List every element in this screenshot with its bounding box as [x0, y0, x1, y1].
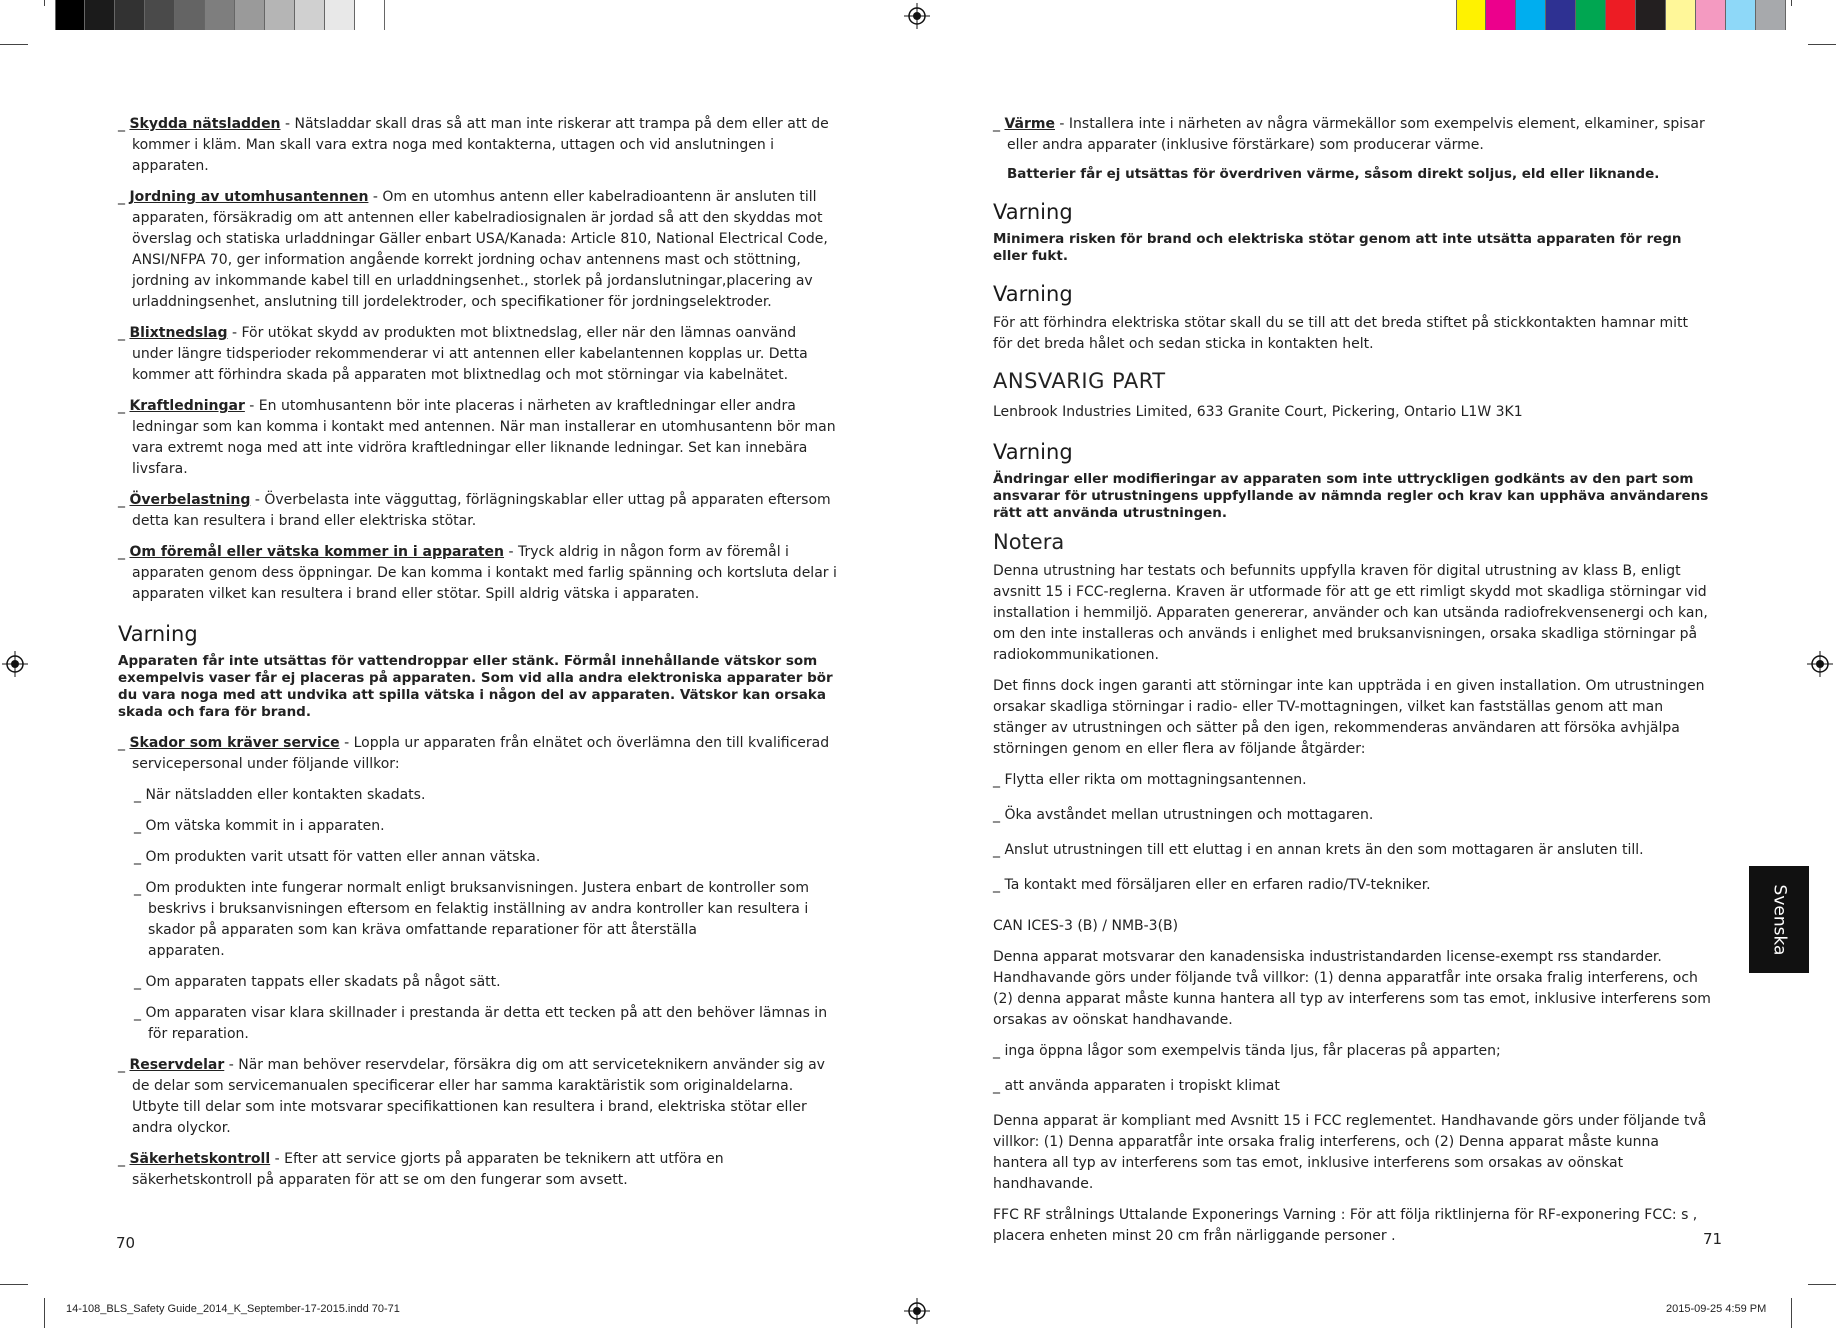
color-swatch [355, 0, 385, 30]
measure-item-text: Anslut utrustningen till ett eluttag i en annan krets än den som mottagaren är ansluten till. [1004, 842, 1644, 858]
color-swatch [55, 0, 85, 30]
grayscale-color-bar [55, 0, 385, 30]
color-swatch [1756, 0, 1786, 30]
heat-text: - Installera inte i närheten av några värmekällor som exempelvis element, elkaminer, spisar eller andra apparater (inklusive förstärkare) som producerar värme. [1007, 116, 1705, 153]
safety-term: Säkerhetskontroll [129, 1151, 271, 1167]
safety-item: _ Reservdelar - När man behöver reservdelar, försäkra dig om att serviceteknikern använder sig av de delar som servicemanualen specificerar eller har samma karaktäristik som originaldelarna. Utbyte till delar som inte motsvarar specifikattionen kan resultera i brand, elektriska stötar eller andra olyckor. [118, 1057, 825, 1136]
heat-term: Värme [1004, 116, 1055, 132]
service-condition-tail: apparaten. [148, 943, 225, 959]
warning-heading: Varning [118, 622, 198, 646]
safety-term: Blixtnedslag [129, 325, 228, 341]
service-condition: _ Om vätska kommit in i apparaten. [134, 818, 385, 834]
registration-mark-icon [904, 1298, 930, 1324]
note-heading: Notera [993, 530, 1065, 554]
fcc15-text: Denna apparat är kompliant med Avsnitt 15 i FCC reglementet. Handhavande görs under följande två villkor: (1) Denna apparatfår inte orsaka fralig interferens, och (2) Denna apparat måste kunna hantera all typ av interferens som tas emot, inklusive interferens som orsakas av oönskat handhavande. [993, 1113, 1707, 1192]
warning2-heading: Varning [993, 282, 1073, 306]
outro-safety-list [118, 1055, 840, 1191]
process-color-bar [1456, 0, 1786, 30]
service-condition: _ När nätsladden eller kontakten skadats. [134, 787, 426, 803]
crop-mark [0, 1284, 28, 1285]
responsible-party-heading: ANSVARIG PART [993, 369, 1166, 393]
note-paragraph-1: Denna utrustning har testats och befunnits uppfylla kraven för digital utrustning av klass B, enligt avsnitt 15 i FCC-reglerna. Kraven är utformade för att ge ett rimligt skydd mot skadliga störningar vid installation i hemmiljö. Apparaten genererar, använder och kan utsända radiofrekvensenergi och kan, om den inte installeras och används i enlighet med bruksanvisningen, orsaka skadliga störningar på radiokommunikationen. [993, 563, 1708, 663]
safety-item: _ Skydda nätsladden - Nätsladdar skall dras så att man inte riskerar att trampa på dem eller att de kommer i kläm. Man skall vara extra noga med kontakterna, uttagen och vid anslutningen i apparaten. [118, 116, 829, 174]
intro-safety-list [118, 114, 840, 605]
service-condition-text: Om apparaten visar klara skillnader i prestanda är detta ett tecken på att den behöver lämnas in för reparation. [145, 1005, 828, 1042]
crop-mark [44, 0, 45, 6]
canada-conditions-list [993, 1041, 1711, 1097]
responsible-party-text: Lenbrook Industries Limited, 633 Granite Court, Pickering, Ontario L1W 3K1 [993, 404, 1523, 420]
measure-item: _ Flytta eller rikta om mottagningsantennen. [993, 772, 1307, 788]
safety-term: Kraftledningar [129, 398, 245, 414]
registration-mark-icon [904, 3, 930, 29]
language-tab-label: Svenska [1769, 884, 1789, 955]
warning1-heading: Varning [993, 200, 1073, 224]
safety-text: - När man behöver reservdelar, försäkra dig om att serviceteknikern använder sig av de delar som servicemanualen specificerar eller har samma karaktäristik som originaldelarna. Utbyte till delar som inte motsvarar specifikattionen kan resultera i brand, elektriska stötar eller andra olyckor. [132, 1057, 825, 1136]
crop-mark [0, 44, 28, 45]
service-conditions-list [118, 785, 840, 1045]
page-number-right: 71 [1703, 1230, 1723, 1248]
rf-exposure-text: FFC RF strålnings Uttalande Exponerings Varning : För att följa riktlinjerna för RF-exponering FCC: s , placera enheten minst 20 cm från närliggande personer . [993, 1207, 1698, 1244]
service-condition: _ Om apparaten tappats eller skadats på något sätt. [134, 974, 501, 990]
color-swatch [1606, 0, 1636, 30]
crop-mark [1808, 1284, 1836, 1285]
measures-list [993, 770, 1711, 896]
warning3-text: Ändringar eller modifieringar av apparaten som inte uttryckligen godkänts av den part som ansvarar för utrustningens uppfyllande av nämnda regler och krav kan upphäva användarens rätt att använda utrustningen. [993, 471, 1709, 521]
registration-mark-icon [1807, 651, 1833, 677]
canada-item-text: inga öppna lågor som exempelvis tända ljus, får placeras på apparten; [1004, 1043, 1501, 1059]
color-swatch [1696, 0, 1726, 30]
color-swatch [295, 0, 325, 30]
safety-term: Jordning av utomhusantennen [129, 189, 369, 205]
safety-term: Överbelastning [129, 492, 251, 508]
service-condition-text: Om produkten inte fungerar normalt enligt bruksanvisningen. Justera enbart de kontroller som beskrivs i bruksanvisningen eftersom en felaktig inställning av andra kontroller kan resultera i skador på apparaten som kan kräva omfattande reparationer för att återställa [145, 880, 810, 938]
color-swatch [265, 0, 295, 30]
measure-item: _ Ta kontakt med försäljaren eller en erfaren radio/TV-tekniker. [993, 877, 1431, 893]
color-swatch [1576, 0, 1606, 30]
color-swatch [145, 0, 175, 30]
measure-item: _ Öka avståndet mellan utrustningen och mottagaren. [993, 807, 1374, 823]
batteries-text: Batterier får ej utsättas för överdriven värme, såsom direkt soljus, eld eller liknande. [1007, 166, 1660, 182]
safety-item: _ Säkerhetskontroll - Efter att service gjorts på apparaten be teknikern att utföra en säkerhetskontroll på apparaten för att se om den fungerar som avsett. [118, 1151, 724, 1188]
color-swatch [1666, 0, 1696, 30]
safety-item: _ Om föremål eller vätska kommer in i apparaten - Tryck aldrig in någon form av föremål i apparaten genom dess öppningar. De kan komma i kontakt med farlig spänning och kortsluta delar i apparaten vilket kan resultera i brand eller stötar. Spill aldrig vätska i apparaten. [118, 544, 837, 602]
measure-item-text: Öka avståndet mellan utrustningen och mottagaren. [1004, 807, 1374, 823]
safety-text: - Överbelasta inte vägguttag, förlägningskablar eller uttag på apparaten eftersom detta kan resultera i brand eller elektriska stötar. [132, 492, 831, 529]
crop-mark [1791, 1298, 1792, 1328]
safety-term: Om föremål eller vätska kommer in i apparaten [129, 544, 504, 560]
color-swatch [235, 0, 265, 30]
safety-text: - Efter att service gjorts på apparaten be teknikern att utföra en säkerhetskontroll på apparaten för att se om den fungerar som avsett. [132, 1151, 724, 1188]
safety-text: - Nätsladdar skall dras så att man inte riskerar att trampa på dem eller att de kommer i kläm. Man skall vara extra noga med kontakterna, uttagen och vid anslutningen i apparaten. [132, 116, 829, 174]
color-swatch [325, 0, 355, 30]
safety-text: - En utomhusantenn bör inte placeras i närheten av kraftledningar eller andra ledningar som kan komma i kontakt med antennen. När man installerar en utomhusantenn bör man vara extremt noga med att inte vidröra kraftledningar eller liknande ledningar. Set kan innebära livsfara. [132, 398, 836, 477]
safety-item: _ Överbelastning - Överbelasta inte vägguttag, förlägningskablar eller uttag på apparaten eftersom detta kan resultera i brand eller elektriska stötar. [118, 492, 831, 529]
service-condition-text: Om produkten varit utsatt för vatten eller annan vätska. [145, 849, 541, 865]
service-condition: _ Om produkten inte fungerar normalt enligt bruksanvisningen. Justera enbart de kontroller som beskrivs i bruksanvisningen eftersom en felaktig inställning av andra kontroller kan resultera i skador på apparaten som kan kräva omfattande reparationer för att återställa apparaten. [134, 880, 810, 959]
left-page-column [118, 114, 840, 1201]
canada-item-text: att använda apparaten i tropiskt klimat [1004, 1078, 1280, 1094]
service-condition-text: När nätsladden eller kontakten skadats. [145, 787, 426, 803]
registration-mark-icon [2, 651, 28, 677]
service-term: Skador som kräver service [129, 735, 340, 751]
heat-item: _ Värme - Installera inte i närheten av några värmekällor som exempelvis element, elkaminer, spisar eller andra apparater (inklusive förstärkare) som producerar värme. [993, 116, 1705, 153]
safety-text: - För utökat skydd av produkten mot blixtnedslag, eller när den lämnas oanvänd under längre tidsperioder rekommenderar vi att antennen eller kabelantennen kopplas ur. Detta kommer att förhindra skada på apparaten mot blixtnedlag och mot störningar via kabelnätet. [132, 325, 808, 383]
color-swatch [1726, 0, 1756, 30]
color-swatch [1546, 0, 1576, 30]
warning-text: Apparaten får inte utsättas för vattendroppar eller stänk. Förmål innehållande vätskor som exempelvis vaser får ej placeras på apparaten. Som vid alla andra elektroniska apparater bör du vara noga med att undvika att spilla vätska i någon del av apparaten. Vätskor kan orsaka skada och fara för brand. [118, 653, 833, 720]
color-swatch [1636, 0, 1666, 30]
service-condition: _ Om apparaten visar klara skillnader i prestanda är detta ett tecken på att den behöver lämnas in för reparation. [134, 1005, 828, 1042]
can-ices-label: CAN ICES-3 (B) / NMB-3(B) [993, 918, 1179, 934]
warning2-text: För att förhindra elektriska stötar skall du se till att det breda stiftet på stickkontakten hamnar mitt för det breda hålet och sedan sticka in kontakten helt. [993, 315, 1688, 352]
color-swatch [1456, 0, 1486, 30]
canada-item: _ inga öppna lågor som exempelvis tända ljus, får placeras på apparten; [993, 1043, 1501, 1059]
crop-mark [1791, 0, 1792, 6]
measure-item-text: Ta kontakt med försäljaren eller en erfaren radio/TV-tekniker. [1004, 877, 1431, 893]
safety-term: Reservdelar [129, 1057, 225, 1073]
service-condition: _ Om produkten varit utsatt för vatten eller annan vätska. [134, 849, 541, 865]
canada-item: _ att använda apparaten i tropiskt klimat [993, 1078, 1280, 1094]
right-page-column [993, 114, 1711, 1257]
service-condition-text: Om apparaten tappats eller skadats på något sätt. [145, 974, 501, 990]
service-text: - Loppla ur apparaten från elnätet och överlämna den till kvalificerad servicepersonal under följande villkor: [132, 735, 830, 772]
page-number-left: 70 [116, 1234, 136, 1252]
safety-term: Skydda nätsladden [129, 116, 281, 132]
note-paragraph-2: Det finns dock ingen garanti att störningar inte kan uppträda i en given installation. Om utrustningen orsakar skadliga störningar i radio- eller TV-mottagningen, vilket kan fastställas genom att man stänger av utrustningen och sätter på den igen, rekommenderas användaren att försöka avhjälpa störningen genom en eller flera av följande åtgärder: [993, 678, 1705, 757]
warning3-heading: Varning [993, 440, 1073, 464]
language-side-tab [1749, 866, 1809, 973]
measure-item-text: Flytta eller rikta om mottagningsantennen. [1004, 772, 1307, 788]
color-swatch [175, 0, 205, 30]
safety-text: - Tryck aldrig in någon form av föremål i apparaten genom dess öppningar. De kan komma i kontakt med farlig spänning och kortsluta delar i apparaten vilket kan resultera i brand eller stötar. Spill aldrig vätska i apparaten. [132, 544, 837, 602]
crop-mark [44, 1298, 45, 1328]
safety-item: _ Kraftledningar - En utomhusantenn bör inte placeras i närheten av kraftledningar eller andra ledningar som kan komma i kontakt med antennen. När man installerar en utomhusantenn bör man vara extremt noga med att inte vidröra kraftledningar eller liknande ledningar. Set kan innebära livsfara. [118, 398, 836, 477]
color-swatch [1516, 0, 1546, 30]
safety-item: _ Blixtnedslag - För utökat skydd av produkten mot blixtnedslag, eller när den lämnas oanvänd under längre tidsperioder rekommenderar vi att antennen eller kabelantennen kopplas ur. Detta kommer att förhindra skada på apparaten mot blixtnedlag och mot störningar via kabelnätet. [118, 325, 808, 383]
safety-text: - Om en utomhus antenn eller kabelradioantenn är ansluten till apparaten, försäkradig om att antennen eller kabelradiosignalen är jordad så att den skyddas mot överslag och statiska urladdningar Gäller enbart USA/Kanada: Article 810, National Electrical Code, ANSI/NFPA 70, ger information angående korrekt jordning ochav antennens mast och stöttning, jordning av inkommande kabel till en urladdningsenhet., storlek på jordanslutningar,placering av urladdningsenhet, anslutning till jordelektroder, och specifikationer för jordningselektroder. [132, 189, 828, 310]
color-swatch [205, 0, 235, 30]
service-item: _ Skador som kräver service - Loppla ur apparaten från elnätet och överlämna den till kvalificerad servicepersonal under följande villkor: [118, 735, 830, 772]
slug-filename: 14-108_BLS_Safety Guide_2014_K_September-17-2015.indd 70-71 [66, 1303, 400, 1315]
measure-item: _ Anslut utrustningen till ett eluttag i en annan krets än den som mottagaren är ansluten till. [993, 842, 1644, 858]
color-swatch [1486, 0, 1516, 30]
warning1-text: Minimera risken för brand och elektriska stötar genom att inte utsätta apparaten för regn eller fukt. [993, 231, 1682, 264]
crop-mark [1808, 44, 1836, 45]
color-swatch [85, 0, 115, 30]
color-swatch [115, 0, 145, 30]
slug-timestamp: 2015-09-25 4:59 PM [1666, 1303, 1767, 1315]
safety-item: _ Jordning av utomhusantennen - Om en utomhus antenn eller kabelradioantenn är ansluten till apparaten, försäkradig om att antennen eller kabelradiosignalen är jordad så att den skyddas mot överslag och statiska urladdningar Gäller enbart USA/Kanada: Article 810, National Electrical Code, ANSI/NFPA 70, ger information angående korrekt jordning ochav antennens mast och stöttning, jordning av inkommande kabel till en urladdningsenhet., storlek på jordanslutningar,placering av urladdningsenhet, anslutning till jordelektroder, och specifikationer för jordningselektroder. [118, 189, 828, 310]
canada-text: Denna apparat motsvarar den kanadensiska industristandarden license-exempt rss standarder. Handhavande görs under följande två villkor: (1) denna apparatfår inte orsaka fralig interferens, och (2) denna apparat måste kunna hantera all typ av interferens som tas emot, inklusive interferens som orsakas av oönskat handhavande. [993, 949, 1711, 1028]
service-condition-text: Om vätska kommit in i apparaten. [145, 818, 385, 834]
